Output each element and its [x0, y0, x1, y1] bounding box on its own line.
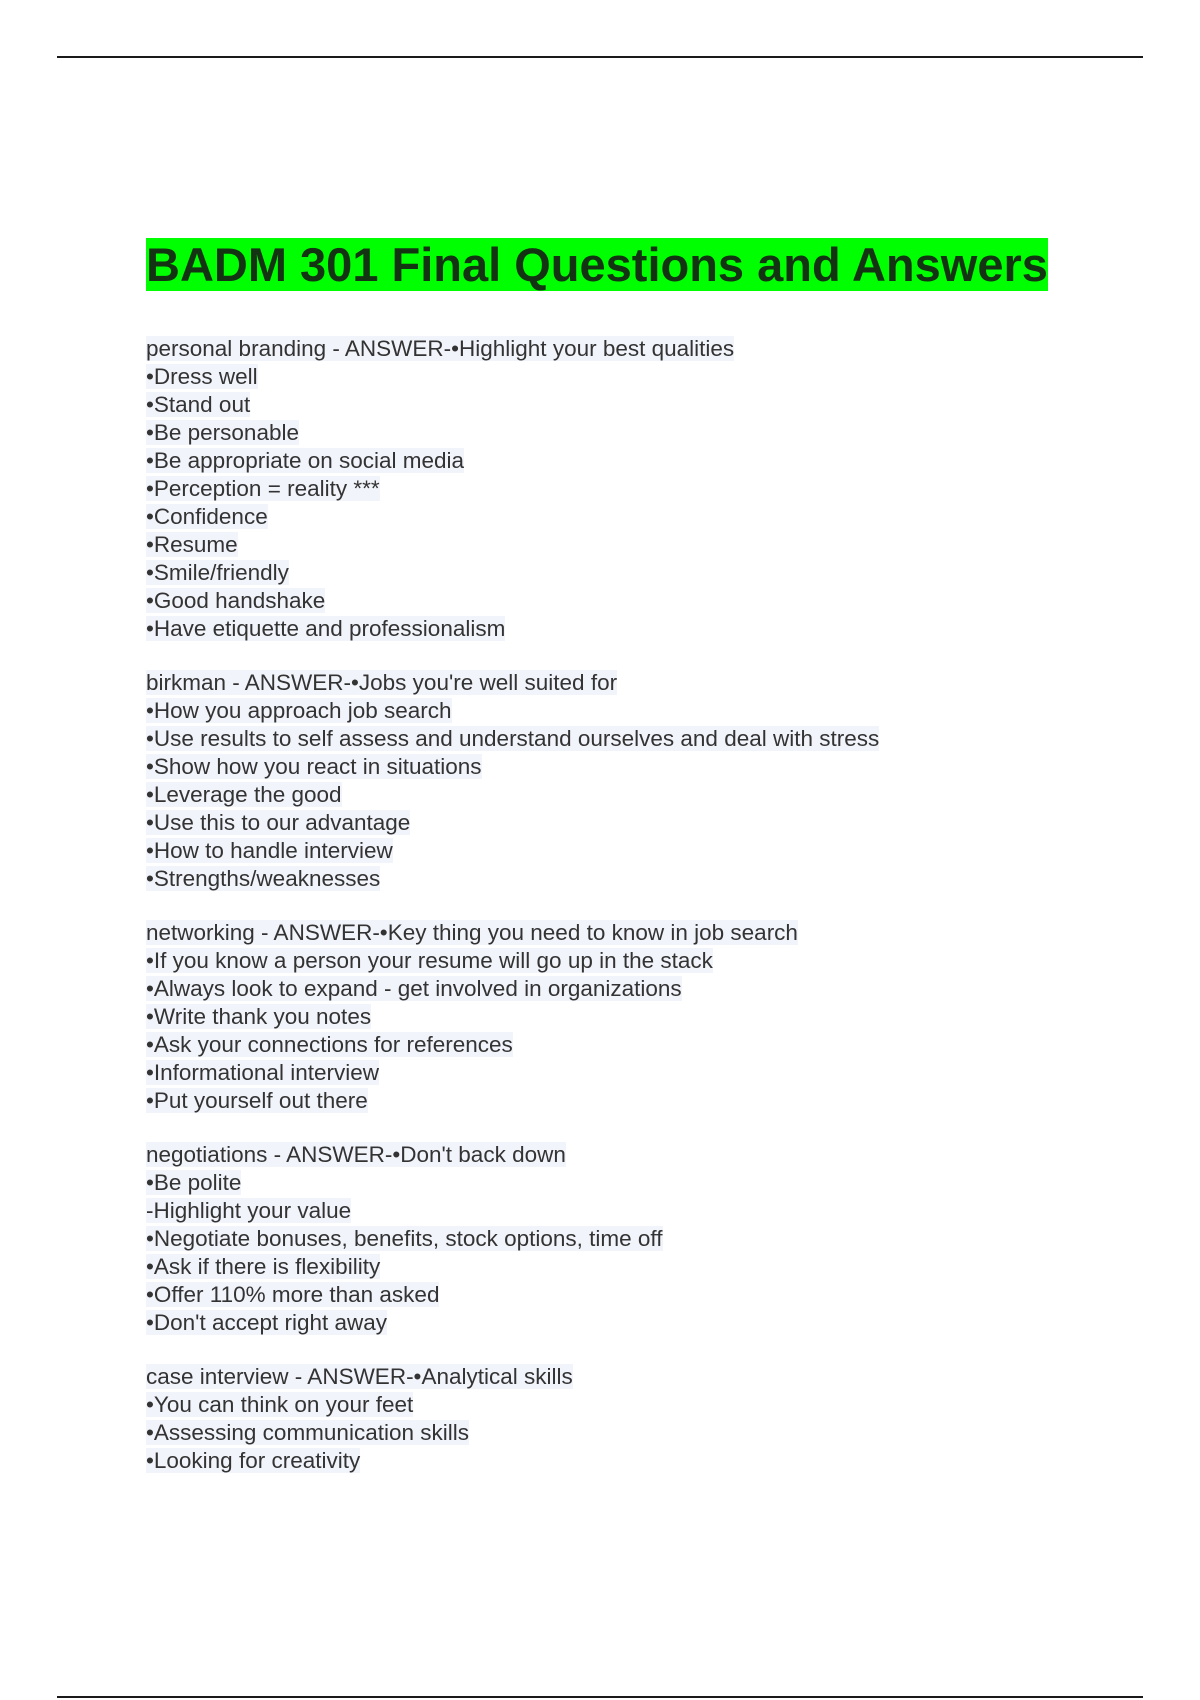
document-title-text: BADM 301 Final Questions and Answers [146, 238, 1048, 291]
qa-line: •Write thank you notes [146, 1004, 372, 1029]
qa-line: •Don't accept right away [146, 1310, 388, 1335]
qa-item-negotiations [146, 1141, 1146, 1337]
qa-line: •Use results to self assess and understand ourselves and deal with stress [146, 726, 880, 751]
qa-line: •Good handshake [146, 588, 326, 613]
qa-line: •Always look to expand - get involved in organizations [146, 976, 682, 1001]
qa-line: •Ask your connections for references [146, 1032, 513, 1057]
qa-line: •Leverage the good [146, 782, 342, 807]
qa-line: •Be polite [146, 1170, 242, 1195]
qa-line: •Be appropriate on social media [146, 448, 465, 473]
qa-line: •You can think on your feet [146, 1392, 414, 1417]
qa-line: •Stand out [146, 392, 251, 417]
qa-line: -Highlight your value [146, 1198, 352, 1223]
qa-line: •Have etiquette and professionalism [146, 616, 506, 641]
qa-line: •Perception = reality *** [146, 476, 380, 501]
qa-line: •Negotiate bonuses, benefits, stock options, time off [146, 1226, 663, 1251]
qa-line: negotiations - ANSWER-•Don't back down [146, 1142, 566, 1167]
qa-line: •Informational interview [146, 1060, 379, 1085]
qa-line: birkman - ANSWER-•Jobs you're well suited for [146, 670, 618, 695]
qa-line: •Dress well [146, 364, 258, 389]
qa-item-networking [146, 919, 1146, 1115]
qa-line: •Offer 110% more than asked [146, 1282, 440, 1307]
qa-line: •If you know a person your resume will go up in the stack [146, 948, 713, 973]
qa-line: case interview - ANSWER-•Analytical skills [146, 1364, 573, 1389]
qa-line: •Strengths/weaknesses [146, 866, 381, 891]
qa-line: •Assessing communication skills [146, 1420, 469, 1445]
qa-item-birkman [146, 669, 1146, 893]
document-body [146, 236, 1146, 1501]
qa-line: •Smile/friendly [146, 560, 289, 585]
document-title [146, 236, 1146, 293]
qa-line: •Looking for creativity [146, 1448, 361, 1473]
footer-rule [57, 1696, 1143, 1698]
qa-line: •How you approach job search [146, 698, 452, 723]
header-rule [57, 56, 1143, 58]
qa-line: personal branding - ANSWER-•Highlight your best qualities [146, 336, 735, 361]
qa-item-personal-branding [146, 335, 1146, 643]
qa-line: •Put yourself out there [146, 1088, 368, 1113]
qa-line: •Be personable [146, 420, 299, 445]
qa-line: •How to handle interview [146, 838, 393, 863]
qa-line: •Show how you react in situations [146, 754, 482, 779]
qa-line: •Resume [146, 532, 238, 557]
qa-line: •Use this to our advantage [146, 810, 411, 835]
qa-line: •Ask if there is flexibility [146, 1254, 381, 1279]
qa-line: •Confidence [146, 504, 268, 529]
qa-line: networking - ANSWER-•Key thing you need to know in job search [146, 920, 798, 945]
qa-item-case-interview [146, 1363, 1146, 1475]
